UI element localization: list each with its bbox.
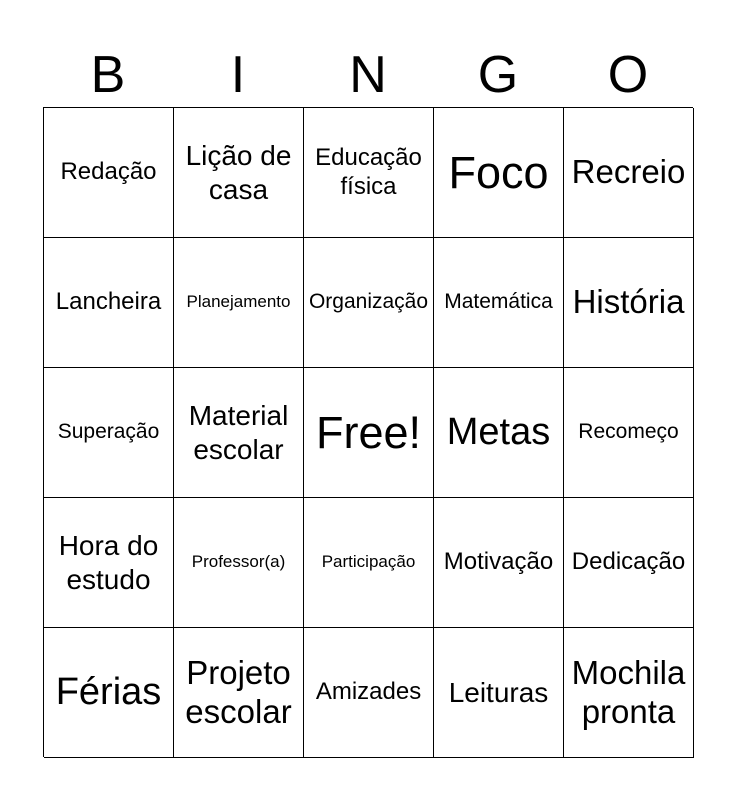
bingo-cell-r2c5[interactable]: História <box>564 238 694 368</box>
bingo-cell-r5c2[interactable]: Projeto escolar <box>174 628 304 758</box>
bingo-cell-r4c2[interactable]: Professor(a) <box>174 498 304 628</box>
bingo-header <box>43 44 693 106</box>
bingo-cell-r5c4[interactable]: Leituras <box>434 628 564 758</box>
bingo-cell-r3c4[interactable]: Metas <box>434 368 564 498</box>
header-letter-n: N <box>349 46 387 104</box>
bingo-cell-r2c2[interactable]: Planejamento <box>174 238 304 368</box>
bingo-cell-r4c4[interactable]: Motivação <box>434 498 564 628</box>
bingo-cell-r4c5[interactable]: Dedicação <box>564 498 694 628</box>
bingo-cell-r2c4[interactable]: Matemática <box>434 238 564 368</box>
bingo-cell-r4c3[interactable]: Participação <box>304 498 434 628</box>
bingo-cell-r1c3[interactable]: Educação física <box>304 108 434 238</box>
bingo-cell-r1c2[interactable]: Lição de casa <box>174 108 304 238</box>
bingo-cell-r3c2[interactable]: Material escolar <box>174 368 304 498</box>
bingo-cell-r1c4[interactable]: Foco <box>434 108 564 238</box>
bingo-cell-r3c1[interactable]: Superação <box>44 368 174 498</box>
bingo-cell-free[interactable]: Free! <box>304 368 434 498</box>
bingo-cell-r2c3[interactable]: Organização <box>304 238 434 368</box>
header-letter-o: O <box>607 46 649 104</box>
bingo-cell-r3c5[interactable]: Recomeço <box>564 368 694 498</box>
bingo-cell-r5c1[interactable]: Férias <box>44 628 174 758</box>
header-letter-i: I <box>230 46 246 104</box>
bingo-cell-r1c5[interactable]: Recreio <box>564 108 694 238</box>
bingo-cell-r5c5[interactable]: Mochila pronta <box>564 628 694 758</box>
bingo-board <box>43 107 693 757</box>
header-letter-g: G <box>477 46 519 104</box>
header-letter-b: B <box>90 46 126 104</box>
bingo-cell-r2c1[interactable]: Lancheira <box>44 238 174 368</box>
bingo-cell-r4c1[interactable]: Hora do estudo <box>44 498 174 628</box>
bingo-cell-r5c3[interactable]: Amizades <box>304 628 434 758</box>
bingo-cell-r1c1[interactable]: Redação <box>44 108 174 238</box>
